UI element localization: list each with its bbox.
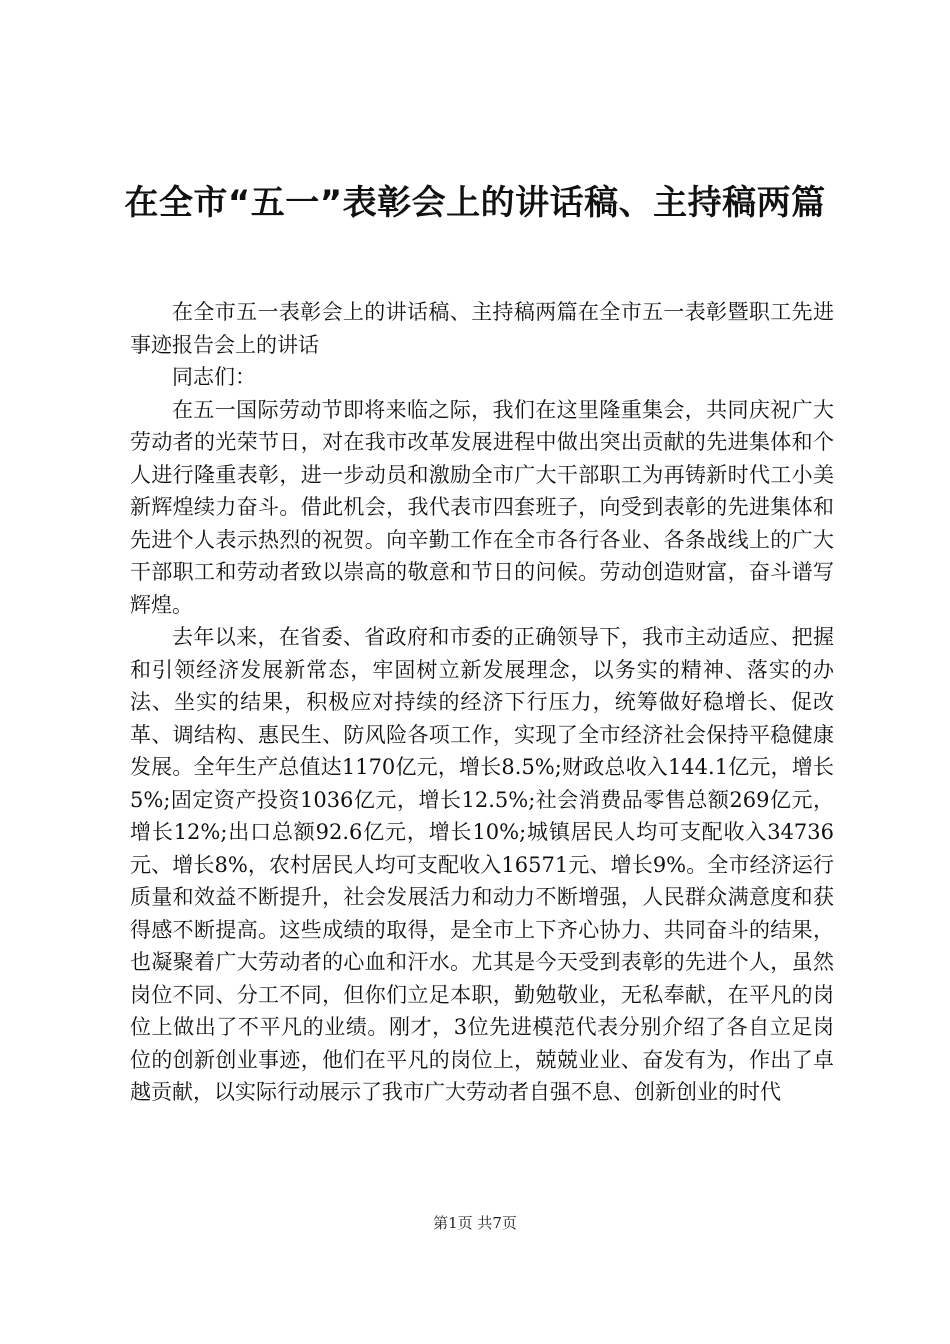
page-number-footer: 第1页 共7页 — [433, 1214, 517, 1232]
salutation: 同志们： — [172, 365, 256, 389]
body-paragraph: 在五一国际劳动节即将来临之际，我们在这里隆重集会，共同庆祝广大劳动者的光荣节日，对在我市改革发展进程中做出突出贡献的先进集体和个人进行隆重表彰，进一步动员和激励全市广大干部职工为再铸新时代工小美新辉煌续力奋斗。借此机会，我代表市四套班子，向受到表彰的先进集体和先进个人表示热烈的祝贺。向辛勤工作在全市各行各业、各条战线上的广大干部职工和劳动者致以崇高的敬意和节日的问候。劳动创造财富，奋斗谱写辉煌。 — [130, 397, 834, 617]
document-title: 在全市“五一”表彰会上的讲话稿、主持稿两篇 — [124, 183, 826, 223]
intro-paragraph: 在全市五一表彰会上的讲话稿、主持稿两篇在全市五一表彰暨职工先进事迹报告会上的讲话 — [130, 300, 834, 357]
document-body — [130, 296, 834, 1109]
body-paragraph: 去年以来，在省委、省政府和市委的正确领导下，我市主动适应、把握和引领经济发展新常态，牢固树立新发展理念，以务实的精神、落实的办法、坐实的结果，积极应对持续的经济下行压力，统筹做好稳增长、促改革、调结构、惠民生、防风险各项工作，实现了全市经济社会保持平稳健康发展。全年生产总值达1170亿元，增长8.5%;财政总收入144.1亿元，增长5%;固定资产投资1036亿元，增长12.5%;社会消费品零售总额269亿元，增长12%;出口总额92.6亿元，增长10%;城镇居民人均可支配收入34736元、增长8%，农村居民人均可支配收入16571元、增长9%。全市经济运行质量和效益不断提升，社会发展活力和动力不断增强，人民群众满意度和获得感不断提高。这些成绩的取得，是全市上下齐心协力、共同奋斗的结果，也凝聚着广大劳动者的心血和汗水。尤其是今天受到表彰的先进个人，虽然岗位不同、分工不同，但你们立足本职，勤勉敬业，无私奉献，在平凡的岗位上做出了不平凡的业绩。刚才，3位先进模范代表分别介绍了各自立足岗位的创新创业事迹，他们在平凡的岗位上，兢兢业业、奋发有为，作出了卓越贡献，以实际行动展示了我市广大劳动者自强不息、创新创业的时代 — [130, 625, 834, 1104]
